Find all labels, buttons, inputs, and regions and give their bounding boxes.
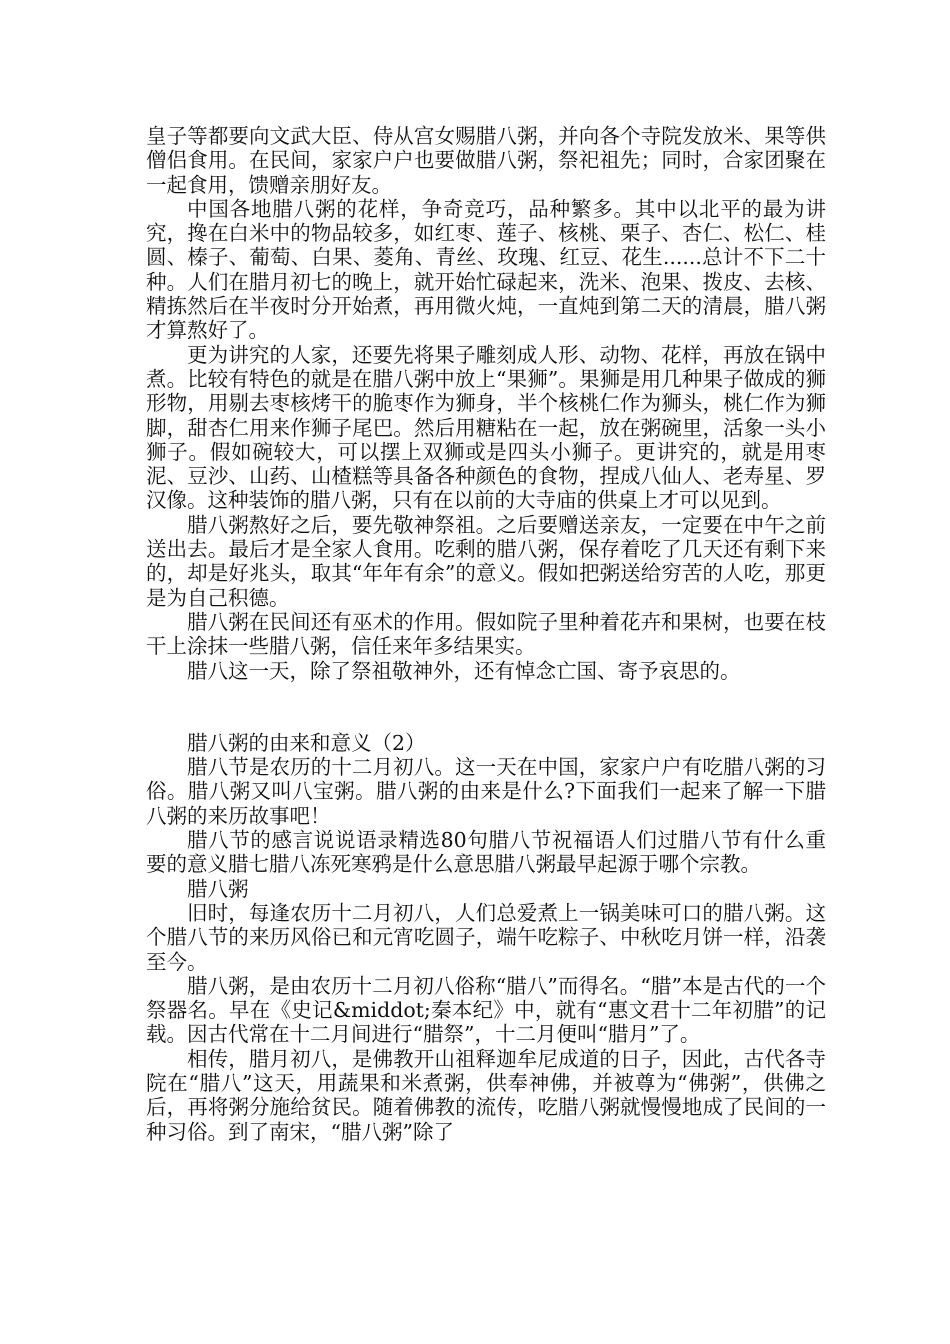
paragraph: 相传，腊月初八，是佛教开山祖释迦牟尼成道的日子，因此，古代各寺院在“腊八”这天，用蔬果和米煮粥，供奉神佛，并被尊为“佛粥”，供佛之后，再将粥分施给贫民。随着佛教的流传，吃腊八粥就慢慢地成了民间的一种习俗。到了南宋，“腊八粥”除了 bbox=[146, 1046, 826, 1144]
section-heading: 腊八粥的由来和意义（2） bbox=[187, 730, 426, 755]
paragraph: 腊八节的感言说说语录精选80句腊八节祝福语人们过腊八节有什么重要的意义腊七腊八冻死寒鸦是什么意思腊八粥最早起源于哪个宗教。 bbox=[146, 828, 826, 877]
paragraph: 皇子等都要向文武大臣、侍从宫女赐腊八粥，并向各个寺院发放米、果等供僧侣食用。在民间，家家户户也要做腊八粥，祭祀祖先；同时，合家团聚在一起食用，馈赠亲朋好友。 bbox=[146, 124, 826, 197]
paragraph: 腊八粥熬好之后，要先敬神祭祖。之后要赠送亲友，一定要在中午之前送出去。最后才是全家人食用。吃剩的腊八粥，保存着吃了几天还有剩下来的，却是好兆头，取其“年年有余”的意义。假如把粥送给穷苦的人吃，那更是为自己积德。 bbox=[146, 512, 826, 610]
paragraph: 腊八粥，是由农历十二月初八俗称“腊八”而得名。“腊”本是古代的一个祭器名。早在《史记&middot;秦本纪》中，就有“惠文君十二年初腊”的记载。因古代常在十二月间进行“腊祭”，十二月便叫“腊月”了。 bbox=[146, 973, 826, 1047]
paragraph: 旧时，每逢农历十二月初八，人们总爱煮上一锅美味可口的腊八粥。这个腊八节的来历风俗已和元宵吃圆子，端午吃粽子、中秋吃月饼一样，沿袭至今。 bbox=[146, 900, 826, 974]
paragraph: 中国各地腊八粥的花样，争奇竞巧，品种繁多。其中以北平的最为讲究，搀在白米中的物品较多，如红枣、莲子、核桃、栗子、杏仁、松仁、桂圆、榛子、葡萄、白果、菱角、青丝、玫瑰、红豆、花生......总计不下二十种。人们在腊月初七的晚上，就开始忙碌起来，洗米、泡果、拨皮、去核、精拣然后在半夜时分开始煮，再用微火炖，一直炖到第二天的清晨，腊八粥才算熬好了。 bbox=[146, 196, 826, 343]
paragraph: 腊八这一天，除了祭祖敬神外，还有悼念亡国、寄予哀思的。 bbox=[187, 658, 741, 683]
subheading: 腊八粥 bbox=[187, 876, 249, 901]
paragraph: 腊八粥在民间还有巫术的作用。假如院子里种着花卉和果树，也要在枝干上涂抹一些腊八粥，信任来年多结果实。 bbox=[146, 609, 826, 659]
blank-line bbox=[146, 683, 826, 731]
document-page bbox=[146, 124, 826, 1144]
paragraph: 更为讲究的人家，还要先将果子雕刻成人形、动物、花样，再放在锅中煮。比较有特色的就是在腊八粥中放上“果狮”。果狮是用几种果子做成的狮形物，用剔去枣核烤干的脆枣作为狮身，半个核桃仁作为狮头，桃仁作为狮脚，甜杏仁用来作狮子尾巴。然后用糖粘在一起，放在粥碗里，活象一头小狮子。假如碗较大，可以摆上双狮或是四头小狮子。更讲究的，就是用枣泥、豆沙、山药、山楂糕等具备各种颜色的食物，捏成八仙人、老寿星、罗汉像。这种装饰的腊八粥，只有在以前的大寺庙的供桌上才可以见到。 bbox=[146, 342, 826, 513]
paragraph: 腊八节是农历的十二月初八。这一天在中国，家家户户有吃腊八粥的习俗。腊八粥又叫八宝粥。腊八粥的由来是什么?下面我们一起来了解一下腊八粥的来历故事吧！ bbox=[146, 755, 826, 828]
